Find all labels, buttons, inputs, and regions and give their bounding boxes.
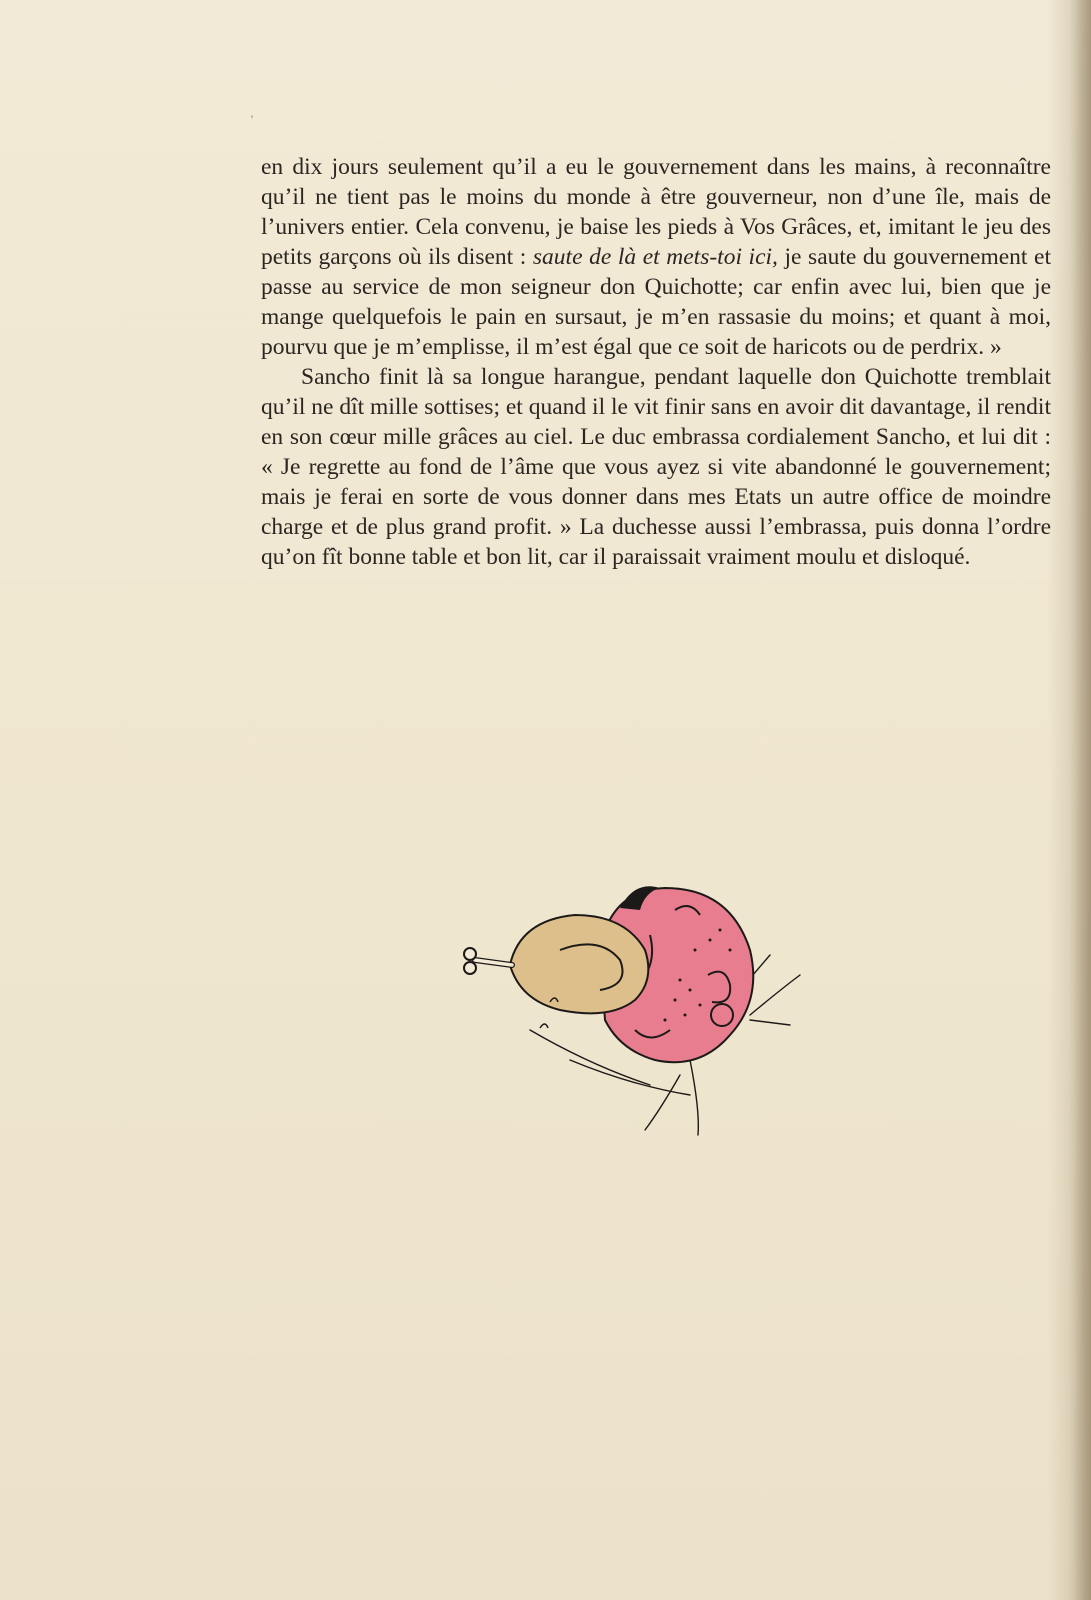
body-text <box>261 152 1051 572</box>
motion-line <box>645 1075 680 1130</box>
paragraph-1 <box>261 152 1051 362</box>
paragraph-1-italic-phrase: saute de là et mets-toi ici, <box>532 244 778 270</box>
motion-line <box>750 1020 790 1025</box>
bone-knuckle <box>464 948 476 960</box>
illustration-man-eating-chicken <box>450 880 830 1140</box>
bone-knuckle <box>464 962 476 974</box>
chicken-shape <box>510 915 648 1013</box>
motion-line <box>690 1060 698 1135</box>
page-binding-shadow <box>1069 0 1091 1600</box>
motion-line <box>750 975 800 1015</box>
paragraph-1-end: je saute du gouvernement et passe au service de mon seigneur don Quichotte; car enfin avec lui, bien que je mange quelquefois le pain en sursaut, je m’en rassasie du moins; et quant à moi, pourvu que je m’emplisse, il m’est égal que ce soit de haricots ou de perdrix. » <box>261 244 1051 360</box>
page-corner-mark: ’ <box>250 112 254 126</box>
paragraph-1-start: en dix jours seulement qu’il a eu le gouvernement dans les mains, à reconnaître qu’il ne tient pas le moins du monde à être gouverneur, non d’une île, mais de l’univers entier. Cela convenu, je baise les pieds à Vos Grâces, et, imitant le jeu des petits garçons où ils disent : <box>261 154 1051 270</box>
paragraph-2: Sancho finit là sa longue harangue, pendant laquelle don Quichotte tremblait qu’il ne dît mille sottises; et quand il le vit finir sans en avoir dit davantage, il rendit en son cœur mille grâces au ciel. Le duc embrassa cordialement Sancho, et lui dit : « Je regrette au fond de l’âme que vous ayez si vite abandonné le gouvernement; mais je ferai en sorte de vous donner dans mes Etats un autre office de moindre charge et de plus grand profit. » La duchesse aussi l’embrassa, puis donna l’ordre qu’on fît bonne table et bon lit, car il paraissait vraiment moulu et disloqué. <box>261 364 1051 570</box>
